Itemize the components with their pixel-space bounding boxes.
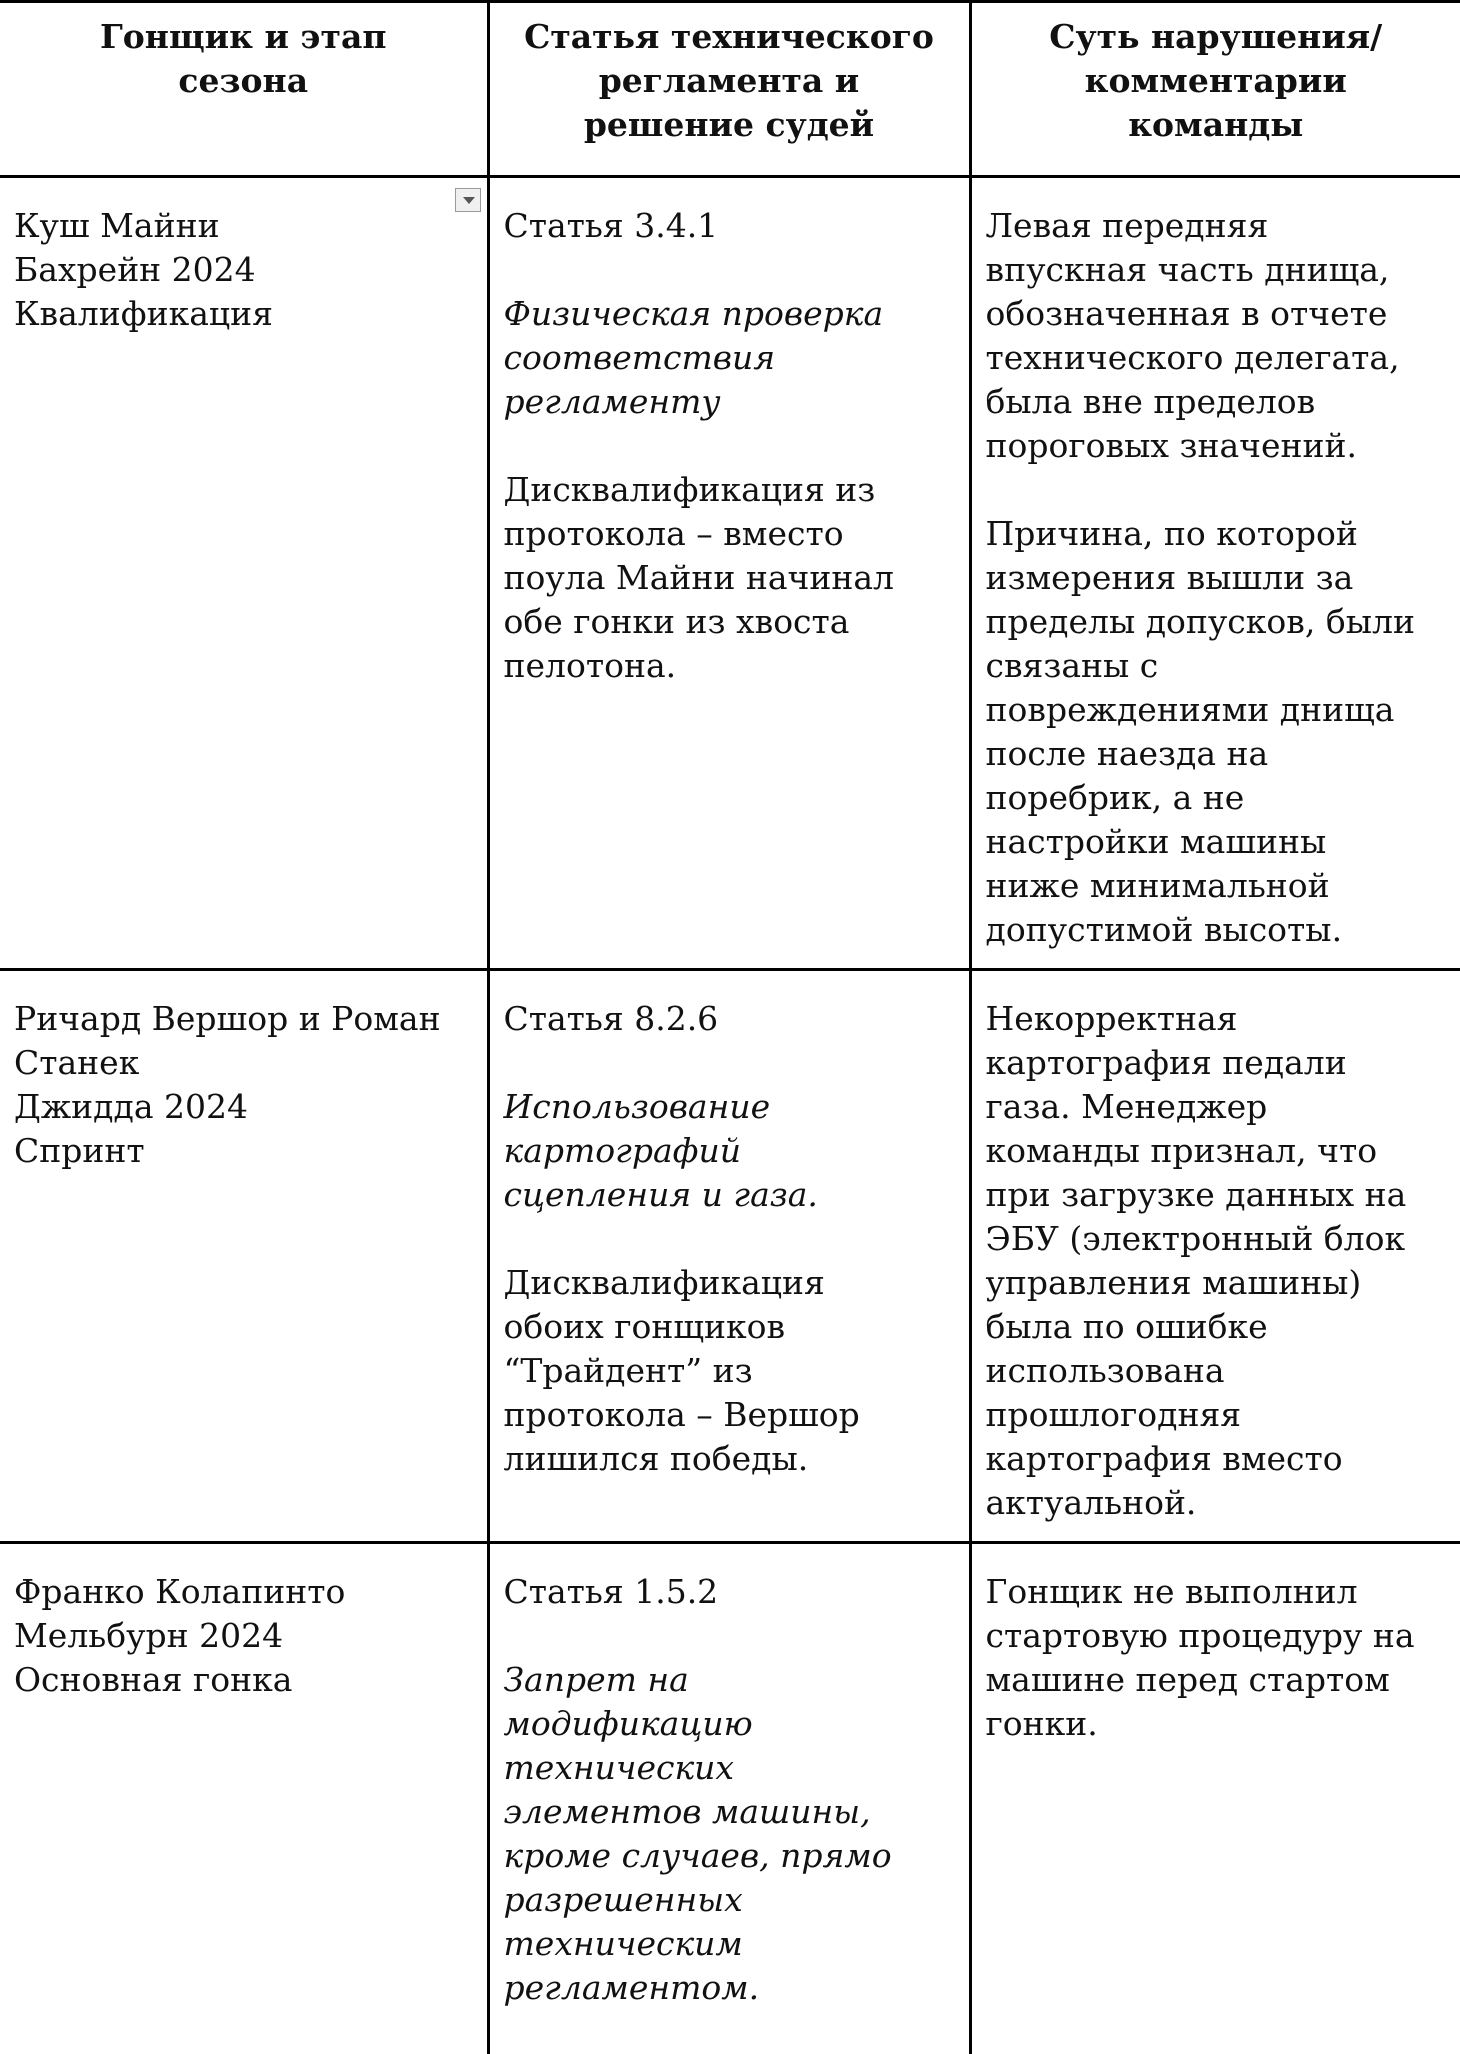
driver-cell: Ричард Вершор и Роман Станек Джидда 2024 Спринт [0,970,488,1543]
article-cell: Статья 8.2.6 Использование картографий сцепления и газа. Дисквалификация обоих гонщиков “Трайдент” из протокола – Вершор лишился победы. [488,970,970,1543]
table-row [0,970,1460,1543]
article-number: Статья 3.4.1 [504,204,955,248]
article-number: Статья 1.5.2 [504,1570,955,1614]
header-violation-comments: Суть нарушения/ комментарии команды [970,2,1460,177]
article-cell: Статья 1.5.2 Запрет на модификацию технических элементов машины, кроме случаев, прямо разрешенных техническим регламентом. [488,1543,970,2054]
driver-cell: Куш Майни Бахрейн 2024 Квалификация [0,177,488,970]
header-article-decision: Статья технического регламента и решение судей [488,2,970,177]
comment-cell: Левая передняя впускная часть днища, обозначенная в отчете технического делегата, была вне пределов пороговых значений. Причина, по которой измерения вышли за пределы допусков, были связаны с повреждениями днища после наезда на поребрик, а не настройки машины ниже минимальной допустимой высоты. [970,177,1460,970]
comment-cell: Гонщик не выполнил стартовую процедуру на машине перед стартом гонки. [970,1543,1460,2054]
table-row [0,1543,1460,2054]
table-row [0,177,1460,970]
driver-cell: Франко Колапинто Мельбурн 2024 Основная гонка [0,1543,488,2054]
header-driver-stage: Гонщик и этап сезона [0,2,488,177]
article-cell: Статья 3.4.1 Физическая проверка соответствия регламенту Дисквалификация из протокола – вместо поула Майни начинал обе гонки из хвоста пелотона. [488,177,970,970]
comment-cell: Некорректная картография педали газа. Менеджер команды признал, что при загрузке данных на ЭБУ (электронный блок управления машины) была по ошибке использована прошлогодняя картография вместо актуальной. [970,970,1460,1543]
header-row [0,2,1460,177]
article-number: Статья 8.2.6 [504,997,955,1041]
dropdown-arrow-icon[interactable] [455,188,481,212]
